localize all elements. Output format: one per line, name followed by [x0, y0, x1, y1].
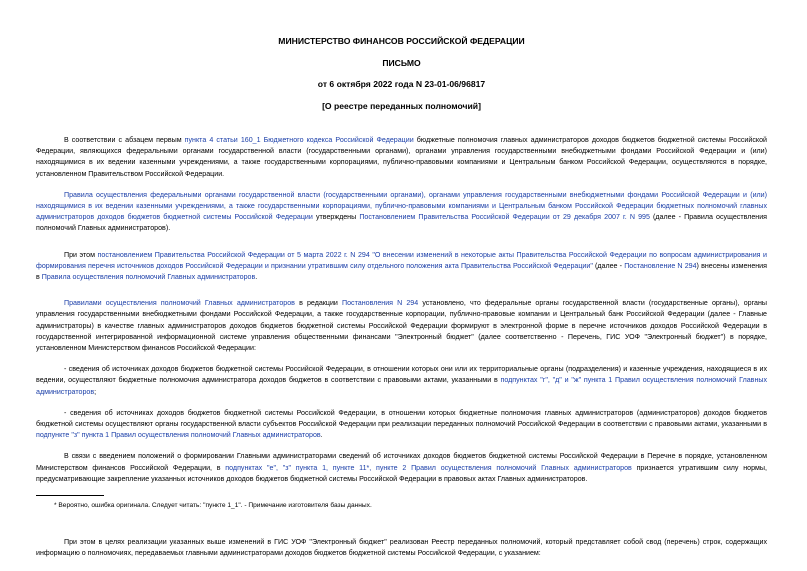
text: . — [255, 273, 258, 282]
text: В связи с введением положений о формировании Главными администраторами сведений об источниках доходов бюджетов бюджетной системы Российской Федерации в Перечне в порядке, установленном Министерством финансов Российской Федерации, в — [36, 452, 767, 472]
footnote: * Вероятно, ошибка оригинала. Следует читать: "пункте 1_1". - Примечание изготовителя базы данных. — [54, 502, 372, 510]
link-subpoints-g-d-zh[interactable]: подпунктах "г", "д" и "ж" пункта 1 Правил осуществления полномочий Главных администраторов — [36, 376, 768, 396]
text: В соответствии с абзацем первым — [64, 136, 185, 144]
text: ) внесены изменения в — [36, 261, 767, 282]
link-resolution-294[interactable]: постановлением Правительства Российской Федерации от 5 марта 2022 г. N 294 "О внесении изменений в некоторые акты Правительства Российской Федерации по вопросам администрирования и формирования перечня источников доходов Российской Федерации и признании утратившим силу отдельного положения акта Правительства Российской Федерации" — [36, 250, 767, 270]
link-budget-code[interactable]: пункта 4 статьи 160_1 Бюджетного кодекса Российской Федерации — [184, 136, 414, 144]
paragraph-1 — [36, 135, 767, 180]
paragraph-4 — [36, 298, 767, 354]
text: признается утратившим силу нормы, предусматривающие закрепление указанных источников доходов бюджетов бюджетной системы Российской Федерации в правовых актах Главных администраторов. — [36, 463, 767, 483]
link-resolution-995[interactable]: Постановлением Правительства Российской Федерации от 29 декабря 2007 г. N 995 — [359, 213, 650, 222]
text: - сведения об источниках доходов бюджетов бюджетной системы Российской Федерации, в отношении которых бюджетные полномочия главных администраторов (администраторов) доходов бюджетов бюджетной системы осуществляют органы государственной власти субъектов Российской Федерации при реализации переданных полномочий Российской Федерации в соответствии с правовыми актами, указанными в — [36, 408, 767, 429]
text: в редакции — [294, 299, 343, 308]
link-subpoints-e-z[interactable]: подпунктах "е", "з" пункта 1, пункте 11*, пункте 2 Правил осуществления полномочий Главных администраторов — [225, 463, 632, 472]
link-subpoint-z[interactable]: подпункте "з" пункта 1 Правил осуществления полномочий Главных администраторов — [36, 431, 321, 440]
text: бюджетные полномочия главных администраторов доходов бюджетов бюджетной системы Российской Федерации, являющихся федеральными органами государственной власти (государственными органами), органами управления государственными внебюджетными фондами Российской Федерации и (или) находящимися в их ведении казенными учреждениями, а также государственными корпорациями, публично-правовыми компаниями и Центральным банком Российской Федерации, осуществляются в порядке, установленном Правительством Российской Федерации. — [36, 136, 767, 178]
link-rules[interactable]: Правила осуществления федеральными органами государственной власти (государственными органами), органами управления государственными внебюджетными фондами Российской Федерации и (или) находящимися в их ведении казенными учреждениями, а также государственными корпорациями, публично-правовыми компаниями и Центральным банком Российской Федерации бюджетных полномочий главных администраторов доходов бюджетов бюджетной системы Российской Федерации — [36, 190, 767, 222]
link-rules-admins[interactable]: Правила осуществления полномочий Главных администраторов — [41, 273, 256, 282]
text: (далее - Правила осуществления полномочий Главных администраторов). — [36, 213, 768, 233]
document-date-number: от 6 октября 2022 года N 23-01-06/96817 — [317, 79, 486, 89]
text: . — [320, 431, 323, 440]
paragraph-8 — [36, 537, 767, 559]
link-resolution-294-short[interactable]: Постановление N 294 — [624, 261, 697, 270]
text: утверждены — [312, 213, 360, 222]
text: (далее - — [592, 261, 625, 270]
text: установлено, что федеральные органы государственной власти (государственные органы), органы управления государственными внебюджетными фондами Российской Федерации, а также государственные корпорации, публично-правовые компании и Центральный банк Российской Федерации (далее - Главные администраторы) в качестве главных администраторов доходов бюджетов бюджетной системы Российской Федерации формируют в электронной форме в перечне источников доходов Российской Федерации в государственной интегрированной информационной системе управления общественными финансами "Электронный бюджет" (далее соответственно - Перечень, ГИС УОФ "Электронный бюджет") в порядке, установленном Министерством финансов Российской Федерации: — [36, 299, 768, 353]
text: ; — [94, 387, 97, 396]
paragraph-5 — [36, 364, 767, 398]
text: При этом — [64, 250, 98, 259]
document-kind: ПИСЬМО — [382, 58, 421, 68]
paragraph-3 — [36, 250, 767, 284]
ministry-heading: МИНИСТЕРСТВО ФИНАНСОВ РОССИЙСКОЙ ФЕДЕРАЦИИ — [278, 36, 525, 46]
text: При этом в целях реализации указанных выше изменений в ГИС УОФ "Электронный бюджет" реализован Реестр переданных полномочий, который представляет собой свод (перечень) строк, содержащих информацию о полномочиях, передаваемых главными администраторами доходов бюджетов бюджетной системы Российской Федерации, с указанием: — [36, 538, 767, 558]
paragraph-6 — [36, 408, 767, 442]
text: - сведения об источниках доходов бюджетов бюджетной системы Российской Федерации, в отношении которых они или их территориальные органы (подразделения) и казенные учреждения, находящиеся в их ведении, осуществляют бюджетные полномочия администратора доходов бюджетов в соответствии с правовыми актами, указанными в — [36, 365, 767, 385]
footnote-divider — [36, 495, 104, 496]
document-subject: [О реестре переданных полномочий] — [322, 101, 481, 111]
paragraph-7 — [36, 451, 767, 485]
paragraph-2 — [36, 190, 767, 235]
link-resolution-294-short[interactable]: Постановления N 294 — [342, 299, 419, 308]
link-rules-admins[interactable]: Правилами осуществления полномочий Главных администраторов — [64, 299, 295, 308]
